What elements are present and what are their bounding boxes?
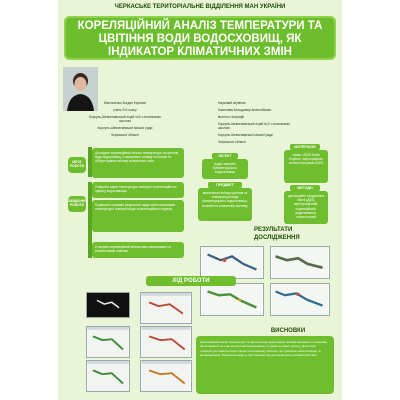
author-council: Корсунь-Шевченківської міської ради bbox=[97, 126, 153, 130]
result-map-4 bbox=[270, 283, 330, 316]
subject-label: ПРЕДМЕТ bbox=[208, 182, 242, 188]
workflow-image-3 bbox=[86, 326, 130, 358]
title-line-3: ІНДИКАТОР КЛІМАТИЧНИХ ЗМІН bbox=[108, 46, 292, 58]
poster bbox=[58, 0, 342, 400]
result-map-2 bbox=[270, 246, 330, 279]
author-block bbox=[60, 101, 190, 137]
workflow-image-6 bbox=[140, 360, 192, 392]
author-region: Черкаської області bbox=[111, 133, 139, 137]
task-item-2: Порівняти отримані результати щодо зміни показників температури поверхні води та вегетаційного індексу bbox=[92, 200, 184, 232]
result-map-1 bbox=[200, 246, 264, 279]
title-line-1: КОРЕЛЯЦІЙНИЙ АНАЛІЗ ТЕМПЕРАТУРИ ТА bbox=[77, 20, 323, 32]
supervisor-heading: Науковий керівник: bbox=[218, 101, 247, 105]
materials-text: сервіс USGS Earth Explorer, картографічні оптичні програми QGIS bbox=[284, 150, 328, 183]
result-map-3 bbox=[200, 283, 264, 316]
object-text: водні поверхні Кременчуцького водосховища bbox=[202, 159, 248, 179]
author-grade: учень 9-Б класу bbox=[113, 108, 137, 112]
task-item-3: Створити кореляційний зв'язок між показниками та кліматичними змінами bbox=[92, 242, 184, 258]
object-label: ОБ'ЄКТ bbox=[212, 153, 238, 159]
workflow-image-1 bbox=[86, 292, 130, 318]
supervisor-name: Кошелєва Володимир Анатолійович bbox=[218, 108, 272, 112]
conclusions-box bbox=[196, 336, 334, 394]
workflow-image-2 bbox=[140, 292, 192, 324]
conclusions-text: Кореляційний аналіз температури та цвітіння води водосховищ показав залежність показників, що впливають на стан екосистеми водосховища, а також на клімат регіону. Зростання температури поверхні води сприяє інтенсивному цвітінню, що зумовлює зміни альбедо та випаровування. Результати можуть бути використані для моніторингу кліматичних змін. bbox=[200, 340, 328, 358]
materials-label: МАТЕРІАЛИ bbox=[290, 144, 320, 150]
workflow-image-5 bbox=[86, 360, 130, 392]
workflow-image-4 bbox=[140, 326, 192, 358]
supervisor-council: Корсунь-Шевченківської міської ради bbox=[218, 133, 273, 137]
subject-text: визначення зв'язку цвітіння та температури води Кременчуцького водосховища, впливів на кліматичну систему bbox=[198, 188, 252, 221]
conclusions-heading: ВИСНОВКИ bbox=[270, 328, 306, 334]
author-name: Ємельченко Богдан Ігорович bbox=[103, 101, 147, 105]
tasks-label: ЗАВДАННЯ РОБОТИ bbox=[68, 196, 86, 212]
title-line-2: ЦВІТІННЯ ВОДИ ВОДОСХОВИЩ, ЯК bbox=[98, 33, 302, 45]
supervisor-region: Черкаської області bbox=[218, 140, 246, 144]
methods-label: МЕТОДИ bbox=[290, 185, 320, 191]
results-heading: РЕЗУЛЬТАТИ ДОСЛІДЖЕННЯ bbox=[254, 227, 300, 241]
methods-text: дистанційне зондування Землі (ДЗЗ), картографічний, кореляційний, моделювання, статистичний bbox=[284, 191, 328, 224]
goal-label: МЕТА РОБОТИ bbox=[68, 157, 86, 173]
author-school: Корсунь-Шевченківський ліцей №3 з початковою bbox=[89, 115, 161, 119]
supervisor-school: Корсунь-Шевченківський ліцей №3 з початковою bbox=[218, 122, 290, 126]
goal-text: Дослідити кореляційний зв'язок температури та цвітіння води водосховищ, її можливого впливу на клімат та обґрунтування впливу кліматичних змін. bbox=[92, 148, 184, 178]
workflow-heading: ХІД РОБОТИ bbox=[146, 276, 236, 286]
supervisor-block bbox=[218, 101, 336, 144]
author-school-2: школою bbox=[119, 119, 131, 123]
poster-title bbox=[64, 16, 336, 60]
supervisor-school-2: школою bbox=[218, 126, 230, 130]
organization-header: ЧЕРКАСЬКЕ ТЕРИТОРІАЛЬНЕ ВІДДІЛЕННЯ МАН УКРАЇНИ bbox=[114, 4, 286, 10]
supervisor-position: вчитель географії bbox=[218, 115, 245, 119]
task-item-1: Створити карти температури поверхні та вегетаційного індексу водосховища bbox=[92, 182, 184, 198]
